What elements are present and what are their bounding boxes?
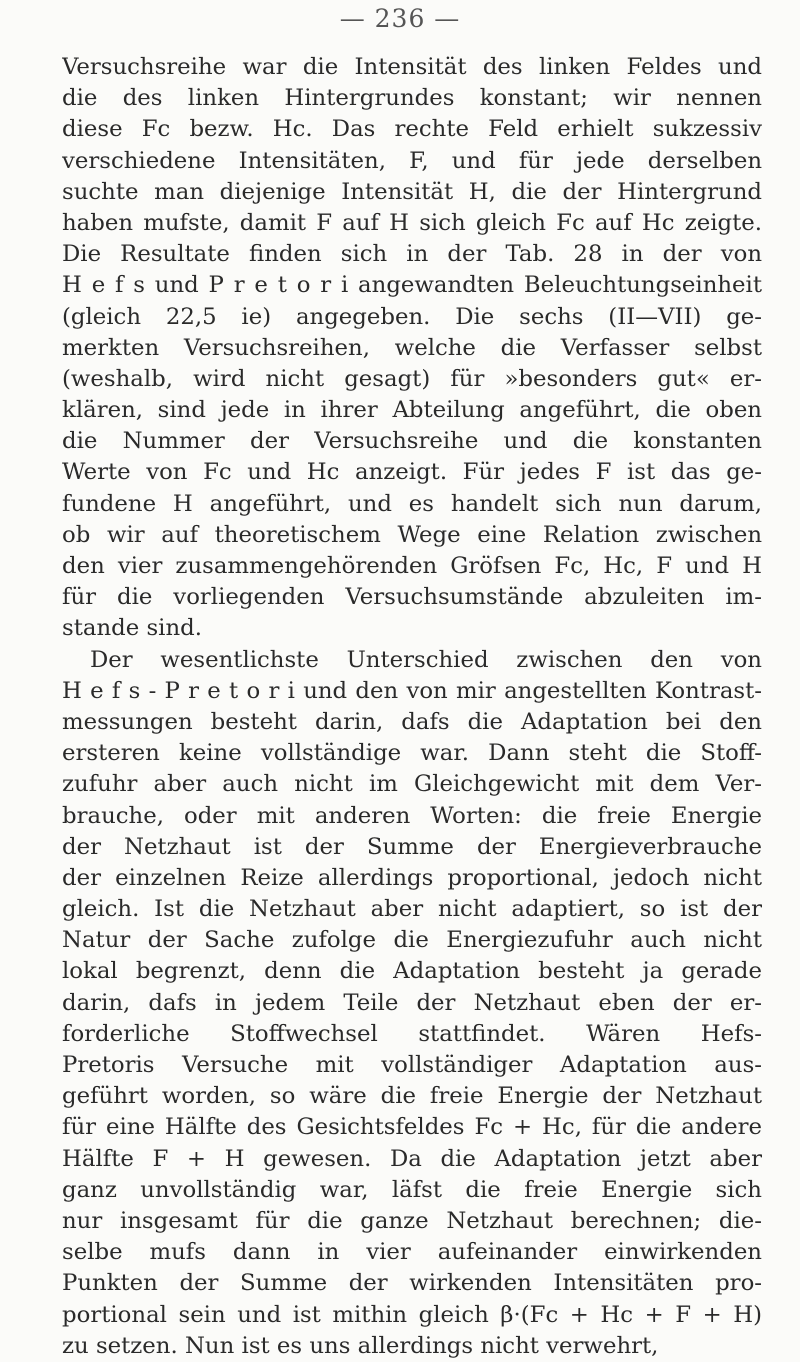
text-line: die des linken Hintergrundes konstant; wir nennen: [62, 85, 762, 112]
body-text: [62, 52, 762, 1362]
text-line: die Nummer der Versuchsreihe und die konstanten: [62, 428, 762, 455]
text-line: Hälfte F + H gewesen. Da die Adaptation jetzt aber: [62, 1145, 762, 1172]
page-number: — 236 —: [339, 4, 461, 33]
text-line: Versuchsreihe war die Intensität des linken Feldes und: [62, 54, 762, 80]
text-line: Natur der Sache zufolge die Energiezufuhr auch nicht: [62, 927, 762, 954]
text-line: zufuhr aber auch nicht im Gleichgewicht mit dem Ver-: [62, 771, 762, 798]
text-line: messungen besteht darin, dafs die Adaptation bei den: [62, 708, 762, 735]
text-line: brauche, oder mit anderen Worten: die freie Energie: [62, 802, 762, 829]
text-line: portional sein und ist mithin gleich β·(Fc + Hc + F + H): [62, 1301, 762, 1328]
text-line: Pretoris Versuche mit vollständiger Adaptation aus-: [62, 1052, 762, 1078]
text-line: ob wir auf theoretischem Wege eine Relation zwischen: [62, 521, 762, 548]
text-line: diese Fc bezw. Hc. Das rechte Feld erhielt sukzessiv: [62, 116, 762, 143]
text-line: für die vorliegenden Versuchsumstände abzuleiten im-: [62, 584, 762, 611]
text-line: darin, dafs in jedem Teile der Netzhaut eben der er-: [62, 989, 762, 1016]
text-line: (gleich 22,5 ie) angegeben. Die sechs (II—VII) ge-: [62, 303, 762, 330]
text-line: den vier zusammengehörenden Gröfsen Fc, Hc, F und H: [62, 553, 762, 579]
text-line: der Netzhaut ist der Summe der Energieverbrauche: [62, 833, 762, 860]
text-line: für eine Hälfte des Gesichtsfeldes Fc + Hc, für die andere: [62, 1114, 762, 1141]
text-line: Der wesentlichste Unterschied zwischen den von: [90, 646, 762, 673]
text-line: der einzelnen Reize allerdings proportional, jedoch nicht: [62, 864, 762, 891]
text-line: fundene H angeführt, und es handelt sich nun darum,: [62, 490, 762, 517]
text-line: Werte von Fc und Hc anzeigt. Für jedes F ist das ge-: [62, 459, 762, 486]
text-line: (weshalb, wird nicht gesagt) für »besonders gut« er-: [62, 365, 762, 392]
text-line: verschiedene Intensitäten, F, und für jede derselben: [62, 147, 762, 174]
text-line: haben mufste, damit F auf H sich gleich Fc auf Hc zeigte.: [62, 209, 762, 236]
text-line: forderliche Stoffwechsel stattfindet. Wären Hefs-: [62, 1020, 762, 1047]
text-line: ersteren keine vollständige war. Dann steht die Stoff-: [62, 740, 762, 767]
text-line: klären, sind jede in ihrer Abteilung angeführt, die oben: [62, 397, 762, 424]
text-line: geführt worden, so wäre die freie Energie der Netzhaut: [62, 1083, 762, 1110]
text-line: selbe mufs dann in vier aufeinander einwirkenden: [62, 1239, 762, 1266]
text-line: suchte man diejenige Intensität H, die der Hintergrund: [62, 178, 762, 205]
text-line: Die Resultate finden sich in der Tab. 28 in der von: [62, 241, 762, 268]
text-line: stande sind.: [62, 615, 202, 642]
text-line: merkten Versuchsreihen, welche die Verfasser selbst: [62, 334, 762, 361]
text-line: ganz unvollständig war, läfst die freie Energie sich: [62, 1176, 762, 1203]
text-line: nur insgesamt für die ganze Netzhaut berechnen; die-: [62, 1207, 762, 1234]
text-line: zu setzen. Nun ist es uns allerdings nicht verwehrt,: [62, 1332, 659, 1359]
text-line: Punkten der Summe der wirkenden Intensitäten pro-: [62, 1270, 762, 1297]
text-line: H e f s - P r e t o r i und den von mir angestellten Kontrast-: [62, 677, 762, 704]
text-line: H e f s und P r e t o r i angewandten Beleuchtungseinheit: [62, 272, 762, 299]
text-line: gleich. Ist die Netzhaut aber nicht adaptiert, so ist der: [62, 896, 762, 923]
text-line: lokal begrenzt, denn die Adaptation besteht ja gerade: [62, 958, 762, 985]
